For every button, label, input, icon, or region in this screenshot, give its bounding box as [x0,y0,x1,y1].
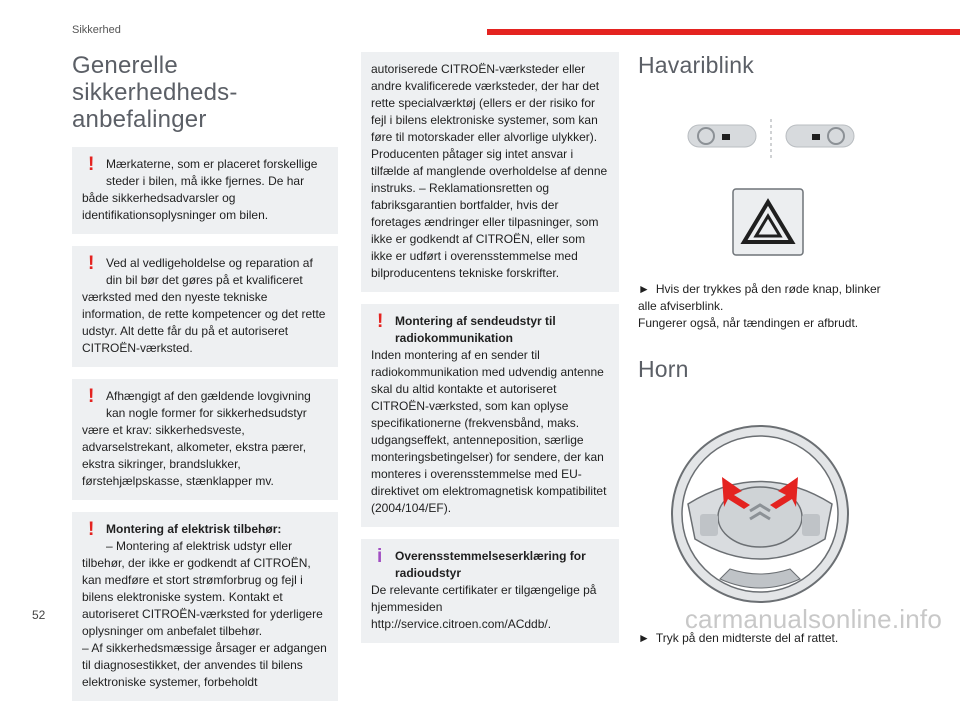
note-body: værksted med den nyeste tekniske information, de rette kompetencer og det rette udstyr. Alt dette får du på et autoriseret CITROËN-værksted. [82,290,326,355]
hazard-text-1: Hvis der trykkes på den røde knap, blinker alle afviserblink. [638,282,881,313]
note-body: tilbehør, der ikke er godkendt af CITROËN, kan medføre et stort strømforbrug og fejl i bilens elektroniske system. Kontakt et autoriseret CITROËN-værksted for yderligere oplysninger om anbefalet tilbehør. [82,556,323,638]
note-body-2: – Reklamationsretten og fabriksgarantien bortfalder, hvis der foretages ændringer eller tilpasninger, som ikke er godkendt af CITROËN, eller som ikke er udført i overensstemmelse med bilproducentens tekniske forskrifter. [371,181,599,280]
info-note-conformity [361,539,619,643]
warning-note-stickers [72,147,338,234]
warning-icon: ! [88,519,95,540]
note-title: Overensstemmelseserklæring for radioudstyr [395,549,586,580]
note-lead: – Montering af elektrisk udstyr eller [106,539,293,553]
column-general-safety [72,52,338,713]
note-title: Montering af elektrisk tilbehør: [106,522,282,536]
watermark: carmanualsonline.info [684,604,942,634]
arrow-icon: ► [638,282,650,296]
note-lead: Afhængigt af den gældende lovgivning kan nogle former for sikkerhedsudstyr [106,389,311,420]
note-body: Inden montering af en sender til radiokommunikation med udvendig antenne skal du altid kontakte et autoriseret CITROËN-værksted, som kan oplyse specifikationerne (frekvensbånd, maks. udgangseffekt, antenneposition, særlige monteringsbetingelser) for sendere, der kan monteres i overensstemmelse med EU-direktivet om elektromagnetisk kompatibilitet (2004/104/EF). [371,348,607,515]
warning-icon: ! [88,154,95,175]
section-title-hazard: Havariblink [638,52,754,78]
horn-text: Tryk på den midterste del af rattet. [655,631,839,645]
note-lead: Ved al vedligeholdelse og reparation af din bil bør det gøres på et kvalificeret [106,256,313,287]
warning-icon: ! [88,253,95,274]
section-header-label: Sikkerhed [72,24,121,36]
note-body: De relevante certifikater er tilgængelige på hjemmesiden http://service.citroen.com/ACddb/. [371,583,597,631]
hazard-instruction [638,281,888,332]
note-title: Montering af sendeudstyr til radiokommunikation [395,314,556,345]
hazard-warning-button-icon [732,188,804,256]
hazard-text-2: Fungerer også, når tændingen er afbrudt. [638,316,859,330]
warning-note-radio [361,304,619,527]
hazard-switch-location-icon [686,115,856,165]
section-title-general-safety [72,52,338,133]
title-line-2: anbefalinger [72,106,207,133]
note-body-2: – Af sikkerhedsmæssige årsager er adgangen til diagnosestikket, der anvendes til bilens elektroniske systemer, forbeholdt [82,641,327,689]
note-body: autoriserede CITROËN-værksteder eller andre kvalificerede værksteder, der har det rette specialværktøj (ellers er der risiko for fejl i bilens elektroniske systemer, som kan føre til motorskader eller alvorlige ulykker). Producenten påtager sig intet ansvar i tilfælde af manglende overholdelse af denne instruks. [371,62,608,195]
note-body: være et krav: sikkerhedsveste, advarselstrekant, alkometer, ekstra pærer, ekstra sikringer, brandslukker, førstehjælpskasse, stænklapper mv. [82,423,307,488]
continued-note [361,52,619,292]
arrow-icon: ► [638,631,650,645]
title-line-1: Generelle sikkerhedheds- [72,52,238,106]
column-continued [361,52,619,655]
section-title-horn: Horn [638,356,689,382]
header-accent-bar [487,29,960,35]
note-lead: Mærkaterne, som er placeret forskellige steder i bilen, må ikke fjernes. De har [106,157,318,188]
warning-note-maintenance [72,246,338,367]
warning-note-legislation [72,379,338,500]
page-number: 52 [32,608,46,622]
warning-icon: ! [88,386,95,407]
column-hazard-horn [638,52,888,647]
note-body: både sikkerhedsadvarsler og identifikationsoplysninger om bilen. [82,191,269,222]
info-icon: i [377,546,383,567]
steering-wheel-horn-icon [660,419,860,609]
warning-icon: ! [377,311,384,332]
warning-note-electric-accessories [72,512,338,701]
